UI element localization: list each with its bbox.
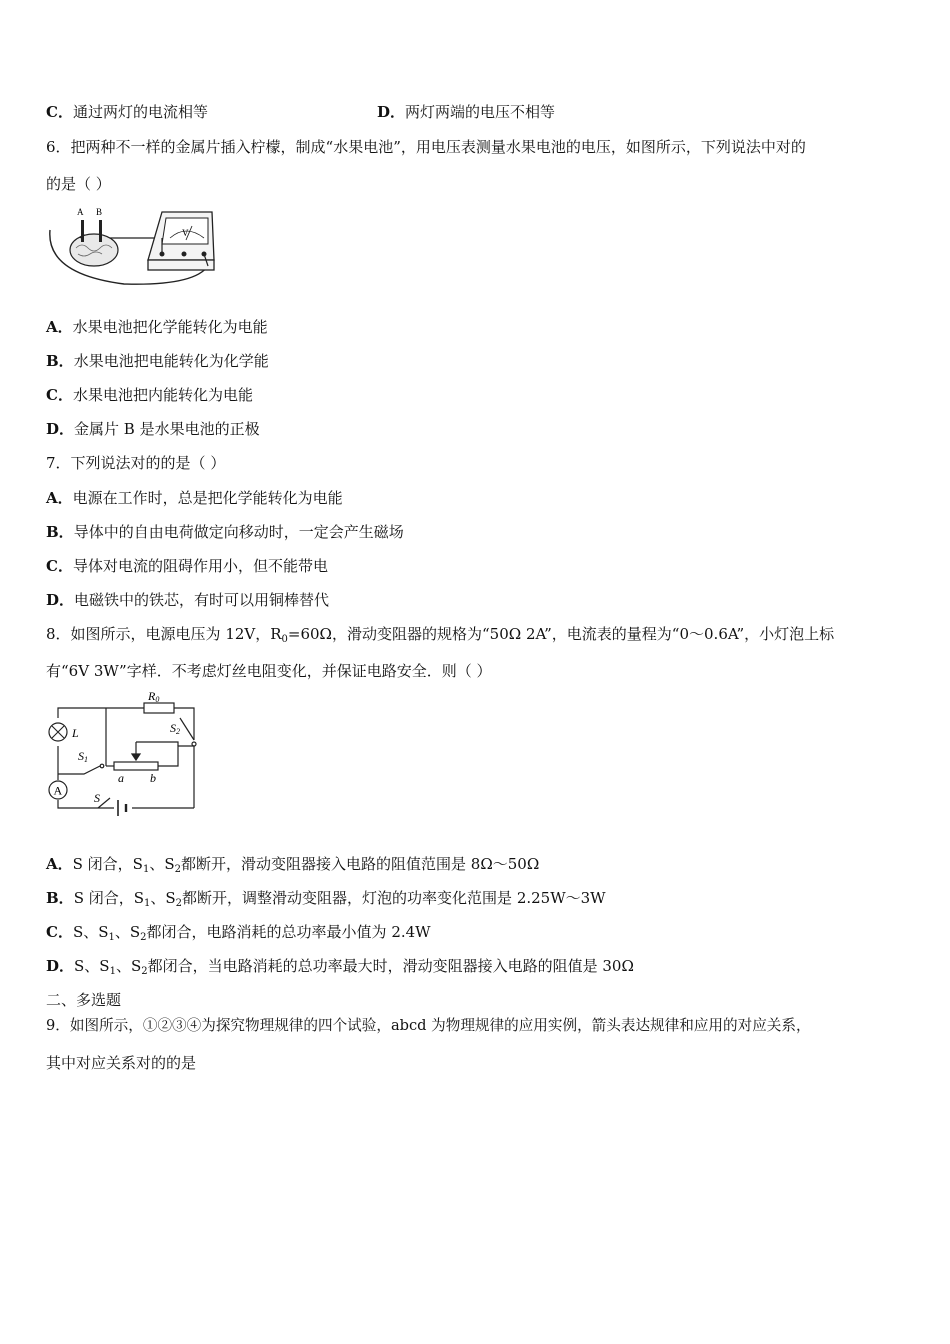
q8-option-a: [46, 854, 539, 880]
q8-stem-line1: [46, 624, 834, 650]
metal-plate-a: [81, 220, 84, 242]
q5-option-c: [46, 102, 208, 122]
option-letter: C．: [46, 386, 73, 404]
option-text: 导体中的自由电荷做定向移动时，一定会产生磁场: [73, 523, 404, 541]
subscript: 2: [140, 932, 147, 943]
plate-a-label: A: [77, 207, 84, 217]
option-text: S 闭合，S: [72, 855, 143, 873]
plate-b-label: B: [96, 207, 103, 217]
q6-option-d: [46, 419, 260, 439]
option-letter: D．: [377, 103, 406, 121]
option-text: 、S: [149, 855, 175, 873]
option-text: 水果电池把电能转化为化学能: [73, 352, 269, 370]
option-text: 金属片 B 是水果电池的正极: [74, 420, 260, 438]
subscript: 0: [281, 634, 288, 645]
option-text: S、S: [72, 923, 109, 941]
q7-option-b: [46, 522, 404, 542]
q8-stem-part: =60Ω，滑动变阻器的规格为“50Ω 2A”，电流表的量程为“0～0.6A”，小灯泡上标: [287, 625, 835, 643]
option-text: 两灯两端的电压不相等: [405, 103, 556, 121]
q6-stem-line2: 的是（ ）: [46, 175, 111, 193]
option-text: 都断开，滑动变阻器接入电路的阻值范围是 8Ω～50Ω: [181, 855, 540, 873]
q7-option-d: [46, 590, 329, 610]
option-letter: A．: [46, 489, 73, 507]
fruit-battery-figure: [44, 204, 220, 290]
metal-plate-b: [99, 220, 102, 242]
q7-option-a: [46, 488, 343, 508]
section-title: 二、多选题: [46, 991, 122, 1009]
subscript: 1: [108, 932, 115, 943]
option-letter: C．: [46, 923, 73, 941]
r0-label: R0: [148, 690, 160, 704]
subscript: 2: [174, 864, 181, 875]
q8-option-b: [46, 888, 606, 914]
option-letter: B．: [46, 889, 74, 907]
subscript: 1: [142, 864, 150, 875]
voltmeter-label: V: [182, 228, 189, 238]
option-letter: D．: [46, 420, 75, 438]
ammeter-label: A: [53, 783, 63, 798]
subscript: 1: [144, 898, 151, 909]
option-letter: B．: [46, 352, 74, 370]
option-text: S、S: [74, 957, 110, 975]
option-text: 导体对电流的阻碍作用小，但不能带电: [72, 557, 328, 575]
lemon: [70, 234, 118, 266]
q6-option-c: [46, 385, 253, 405]
option-text: 都闭合，电路消耗的总功率最小值为 2.4W: [146, 923, 431, 941]
option-letter: A．: [46, 318, 73, 336]
option-text: 都闭合，当电路消耗的总功率最大时，滑动变阻器接入电路的阻值是 30Ω: [147, 957, 634, 975]
rheostat-b-label: b: [150, 771, 156, 785]
q7-option-c: [46, 556, 328, 576]
q5-option-d: [377, 102, 555, 122]
q8-stem-line2: 有“6V 3W”字样．不考虑灯丝电阻变化，并保证电路安全．则（ ）: [46, 662, 492, 680]
subscript: 2: [141, 966, 148, 977]
option-text: 、S: [114, 923, 141, 941]
q9-stem-line2: 其中对应关系对的的是: [46, 1054, 197, 1072]
subscript: 2: [175, 898, 183, 909]
option-text: S 闭合，S: [73, 889, 145, 907]
q6-stem-line1: 6．把两种不一样的金属片插入柠檬，制成“水果电池”，用电压表测量水果电池的电压，如图所示，下列说法中对的: [46, 138, 806, 156]
s1-label: S1: [78, 749, 88, 764]
option-letter: C．: [46, 103, 73, 121]
option-letter: A．: [46, 855, 73, 873]
rheostat-a-label: a: [118, 771, 124, 785]
option-text: 电源在工作时，总是把化学能转化为电能: [72, 489, 343, 507]
s-label: S: [94, 791, 100, 805]
option-text: 都断开，调整滑动变阻器，灯泡的功率变化范围是 2.25W～3W: [182, 889, 606, 907]
option-letter: D．: [46, 591, 75, 609]
option-letter: C．: [46, 557, 73, 575]
q7-stem: 7．下列说法对的的是（ ）: [46, 454, 226, 472]
option-text: 通过两灯的电流相等: [72, 103, 208, 121]
q6-option-a: [46, 317, 268, 337]
lamp-symbol: [49, 723, 67, 741]
option-letter: D．: [46, 957, 75, 975]
option-text: 水果电池把内能转化为电能: [72, 386, 253, 404]
option-text: 水果电池把化学能转化为电能: [72, 318, 268, 336]
lamp-label: L: [72, 726, 79, 740]
q6-option-b: [46, 351, 269, 371]
q8-option-d: [46, 956, 634, 982]
q8-option-c: [46, 922, 431, 948]
option-text: 电磁铁中的铁芯，有时可以用铜棒替代: [74, 591, 330, 609]
option-letter: B．: [46, 523, 74, 541]
s2-label: S2: [170, 721, 180, 736]
q9-stem-line1: 9．如图所示，①②③④为探究物理规律的四个试验，abcd 为物理规律的应用实例，箭头表达规律和应用的对应关系，: [46, 1017, 811, 1034]
option-text: 、S: [150, 889, 176, 907]
voltmeter: [148, 212, 214, 270]
circuit-diagram: [44, 690, 200, 824]
q8-stem-part: 8．如图所示，电源电压为 12V，R: [46, 625, 282, 643]
ammeter-symbol: [49, 781, 67, 799]
subscript: 1: [109, 966, 116, 977]
option-text: 、S: [115, 957, 142, 975]
